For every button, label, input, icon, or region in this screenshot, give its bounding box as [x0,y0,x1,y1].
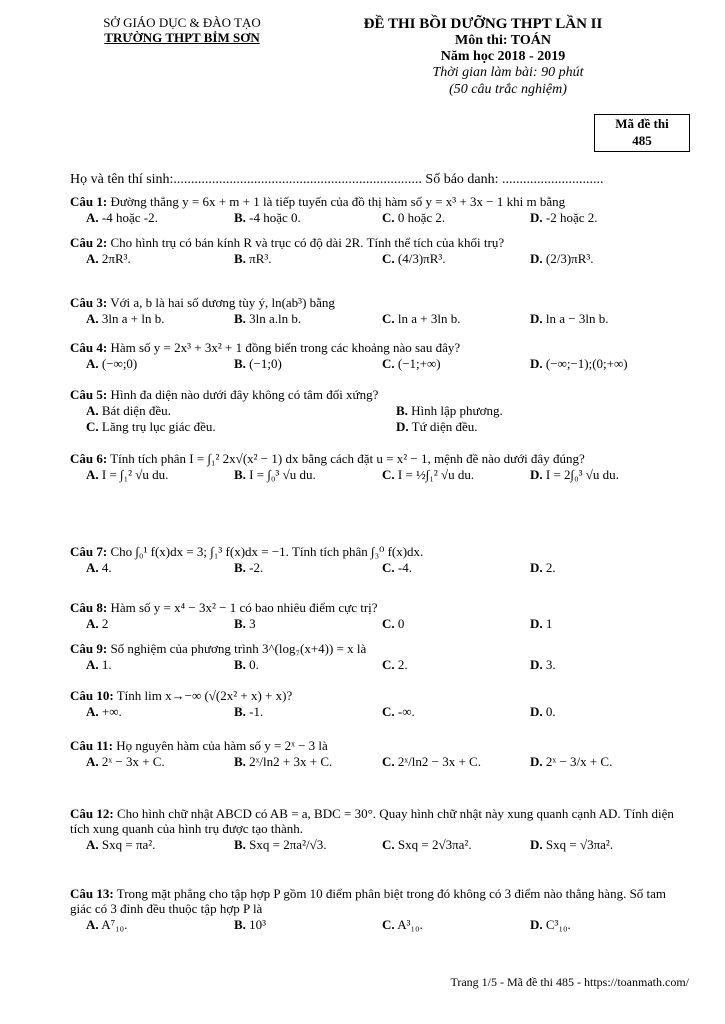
question-text: Hàm số y = x⁴ − 3x² − 1 có bao nhiêu điểm cực trị? [110,600,378,615]
question-text: Đường thẳng y = 6x + m + 1 là tiếp tuyến của đồ thị hàm số y = x³ + 3x − 1 khi m bằng [110,194,566,209]
answer-options [70,838,690,853]
answer-option [70,658,218,673]
answer-option [366,468,514,483]
option-value: 3ln a.ln b. [249,310,302,326]
question-text: Trong mặt phẳng cho tập hợp P gồm 10 điểm phân biệt trong đó không có 3 điểm nào thẳng hàng. Số tam giác có 3 đỉnh đều thuộc tập hợp P là [70,886,667,916]
question [70,689,690,720]
answer-option [514,357,662,372]
option-key: B. [396,402,408,418]
option-key: A. [86,656,99,672]
exam-code-value: 485 [632,133,652,148]
question [70,642,690,673]
answer-option [218,561,366,576]
answer-options [70,312,690,327]
answer-option [366,705,514,720]
answer-option [70,705,218,720]
option-key: C. [382,836,395,852]
option-key: B. [234,466,246,482]
option-value: C³₁₀. [545,916,571,932]
question-text: Cho hình trụ có bán kính R và trục có độ dài 2R. Tính thể tích của khối trụ? [110,235,505,250]
answer-option [70,617,218,632]
answer-option [218,357,366,372]
answer-option [218,658,366,673]
option-key: C. [382,615,395,631]
question-stem [70,601,690,616]
option-key: D. [530,753,543,769]
option-key: A. [86,703,99,719]
exam-time: Thời gian làm bài: 90 phút [432,65,584,81]
option-key: D. [530,355,543,371]
question-text: Số nghiệm của phương trình 3^(log₇(x+4)) = x là [110,641,367,656]
answer-option [366,918,514,933]
option-key: A. [86,466,99,482]
answer-option [514,705,662,720]
question-text: Tính tích phân I = ∫₁² 2x√(x² − 1) dx bằng cách đặt u = x² − 1, mệnh đề nào dưới đây đúng? [110,451,585,466]
answer-option [70,357,218,372]
question-stem [70,807,690,837]
question-label: Câu 8: [70,600,108,615]
answer-option [514,617,662,632]
exam-question-count: (50 câu trắc nghiệm) [449,81,567,97]
answer-option [218,755,366,770]
answer-option [218,617,366,632]
option-key: C. [382,559,395,575]
option-value: Lăng trụ lục giác đều. [101,418,216,434]
option-value: Hình lập phương. [411,402,503,418]
answer-option [70,252,218,267]
option-key: D. [530,836,543,852]
option-value: (−1;+∞) [397,355,441,371]
question-stem [70,739,690,754]
option-value: Sxq = 2√3πa². [397,836,472,852]
exam-code-box [594,114,690,152]
answer-options [70,420,690,435]
answer-option [514,561,662,576]
question-stem [70,341,690,356]
option-value: +∞. [101,703,122,719]
option-key: D. [530,656,543,672]
answer-options [70,755,690,770]
student-info-line: Họ và tên thí sinh:....................................................................... Số báo danh: ............................. [70,172,604,187]
question-stem [70,452,690,467]
answer-option [366,838,514,853]
question-stem [70,195,690,210]
option-key: D. [530,209,543,225]
question [70,195,690,226]
option-value: (4/3)πR³. [397,250,446,266]
question-label: Câu 12: [70,806,114,821]
option-key: C. [382,916,395,932]
option-value: 2ˣ − 3/x + C. [545,753,613,769]
question-text: Hình đa diện nào dưới đây không có tâm đối xứng? [110,387,379,402]
question [70,545,690,576]
question-text: Họ nguyên hàm của hàm số y = 2ˣ − 3 là [116,738,328,753]
answer-option [514,252,662,267]
option-value: -4 hoặc 0. [249,209,301,225]
option-value: 0. [249,656,259,672]
answer-option [514,918,662,933]
answer-options [70,658,690,673]
answer-options [70,211,690,226]
school-name: TRƯỜNG THPT BỈM SƠN [104,29,260,45]
answer-option [70,838,218,853]
option-value: 4. [101,559,112,575]
option-key: C. [382,310,395,326]
question [70,807,690,853]
option-value: 0 [397,615,405,631]
answer-option [218,838,366,853]
option-key: A. [86,402,99,418]
option-value: 2ˣ/ln2 + 3x + C. [249,753,333,769]
option-key: A. [86,250,99,266]
question [70,341,690,372]
answer-option [70,561,218,576]
answer-option [380,404,690,419]
option-key: C. [382,355,395,371]
option-value: ln a + 3ln b. [397,310,461,326]
answer-option [218,211,366,226]
answer-option [70,211,218,226]
option-value: 2. [397,656,408,672]
answer-option [366,211,514,226]
option-value: 0. [545,703,556,719]
option-value: 1 [545,615,553,631]
option-key: C. [382,466,395,482]
option-value: 3 [249,615,256,631]
option-key: B. [234,559,246,575]
answer-option [70,468,218,483]
option-value: (−∞;0) [101,355,138,371]
option-value: -∞. [397,703,415,719]
option-key: A. [86,310,99,326]
option-value: I = ∫₁² √u du. [101,466,169,482]
answer-options [70,705,690,720]
question-label: Câu 7: [70,544,108,559]
answer-option [366,561,514,576]
answer-option [514,468,662,483]
option-key: B. [234,615,246,631]
option-key: A. [86,615,99,631]
question-stem [70,388,690,403]
answer-option [514,838,662,853]
question [70,601,690,632]
option-key: A. [86,753,99,769]
option-value: 2πR³. [101,250,131,266]
answer-option [514,312,662,327]
answer-option [218,918,366,933]
option-value: 2. [545,559,556,575]
option-key: B. [234,753,246,769]
question-label: Câu 9: [70,641,108,656]
option-value: A⁷₁₀. [101,916,128,932]
option-value: Sxq = 2πa²/√3. [249,836,327,852]
question-label: Câu 2: [70,235,108,250]
option-key: D. [396,418,409,434]
answer-option [514,211,662,226]
option-value: -1. [249,703,264,719]
question-label: Câu 4: [70,340,108,355]
option-value: 3. [545,656,556,672]
option-key: A. [86,836,99,852]
question-stem [70,236,690,251]
option-key: B. [234,916,246,932]
question-label: Câu 6: [70,451,108,466]
header-right [318,16,648,98]
option-key: D. [530,703,543,719]
option-key: C. [382,250,395,266]
question-label: Câu 10: [70,688,114,703]
option-value: ln a − 3ln b. [545,310,609,326]
question [70,388,690,435]
answer-option [514,658,662,673]
option-key: D. [530,916,543,932]
answer-options [70,468,690,483]
question-label: Câu 3: [70,295,108,310]
option-value: (2/3)πR³. [545,250,594,266]
option-key: B. [234,355,246,371]
option-value: Sxq = πa². [101,836,156,852]
option-key: C. [86,418,99,434]
option-key: A. [86,209,99,225]
answer-option [366,357,514,372]
answer-option [366,617,514,632]
answer-option [70,755,218,770]
option-key: B. [234,310,246,326]
option-key: D. [530,466,543,482]
answer-options [70,918,690,933]
question-text: Tính lim x→−∞ (√(2x² + x) + x)? [116,688,293,703]
option-key: C. [382,703,395,719]
question-stem [70,887,690,917]
answer-option [366,312,514,327]
answer-options [70,357,690,372]
page-footer: Trang 1/5 - Mã đề thi 485 - https://toanmath.com/ [450,975,689,989]
option-value: 3ln a + ln b. [101,310,165,326]
question-label: Câu 5: [70,387,108,402]
answer-options [70,617,690,632]
option-key: B. [234,703,246,719]
option-value: 0 hoặc 2. [397,209,446,225]
option-key: A. [86,355,99,371]
question-text: Hàm số y = 2x³ + 3x² + 1 đồng biến trong các khoảng nào sau đây? [110,340,461,355]
option-value: -2. [249,559,264,575]
option-value: 1. [101,656,112,672]
question-label: Câu 11: [70,738,113,753]
question [70,236,690,267]
answer-option [70,918,218,933]
option-key: D. [530,559,543,575]
question-stem [70,545,690,560]
answer-option [218,312,366,327]
answer-option [70,420,380,435]
option-value: I = ∫₀³ √u du. [249,466,316,482]
answer-option [70,404,380,419]
option-value: (−∞;−1);(0;+∞) [545,355,628,371]
option-value: Tứ diện đều. [411,418,478,434]
answer-option [366,252,514,267]
option-value: 2ˣ/ln2 − 3x + C. [397,753,481,769]
answer-option [514,755,662,770]
option-value: I = ½∫₁² √u du. [397,466,475,482]
answer-option [218,252,366,267]
exam-code-label: Mã đề thi [615,116,669,131]
option-key: C. [382,209,395,225]
answer-option [366,755,514,770]
option-value: 2 [101,615,109,631]
option-key: C. [382,656,395,672]
question [70,452,690,483]
option-value: (−1;0) [249,355,282,371]
option-key: B. [234,209,246,225]
option-key: B. [234,250,246,266]
exam-title: ĐỀ THI BỒI DƯỠNG THPT LẦN II [363,16,603,32]
question-stem [70,689,690,704]
option-key: D. [530,250,543,266]
option-value: -2 hoặc 2. [545,209,598,225]
question-label: Câu 1: [70,194,108,209]
question [70,739,690,770]
option-value: πR³. [249,250,272,266]
option-key: B. [234,836,246,852]
question [70,887,690,933]
question-text: Với a, b là hai số dương tùy ý, ln(ab³) bằng [110,295,335,310]
answer-option [70,312,218,327]
option-value: Sxq = √3πa². [545,836,614,852]
answer-options [70,252,690,267]
question [70,296,690,327]
answer-option [218,468,366,483]
answer-options [70,561,690,576]
option-value: -4. [397,559,412,575]
option-key: A. [86,559,99,575]
option-value: A³₁₀. [397,916,423,932]
option-value: 2ˣ − 3x + C. [101,753,165,769]
option-value: 10³ [249,916,267,932]
answer-options [70,404,690,419]
option-key: D. [530,615,543,631]
option-key: D. [530,310,543,326]
question-label: Câu 13: [70,886,114,901]
option-key: C. [382,753,395,769]
option-value: -4 hoặc -2. [101,209,158,225]
question-text: Cho ∫₀¹ f(x)dx = 3; ∫₁³ f(x)dx = −1. Tính tích phân ∫₃⁰ f(x)dx. [110,544,424,559]
question-text: Cho hình chữ nhật ABCD có AB = a, BDC = 30°. Quay hình chữ nhật này xung quanh cạnh AD. Tính diện tích xung quanh của hình trụ được tạo thành. [70,806,674,836]
question-stem [70,296,690,311]
exam-subject: Môn thi: TOÁN [455,33,551,49]
option-value: I = 2∫₀³ √u du. [545,466,619,482]
department-name: SỞ GIÁO DỤC & ĐÀO TẠO [103,15,261,30]
question-stem [70,642,690,657]
exam-year: Năm học 2018 - 2019 [440,49,566,65]
option-key: B. [234,656,246,672]
answer-option [218,705,366,720]
answer-option [366,658,514,673]
option-key: A. [86,916,99,932]
header-left [72,16,292,46]
answer-option [380,420,690,435]
option-value: Bát diện đều. [101,402,171,418]
